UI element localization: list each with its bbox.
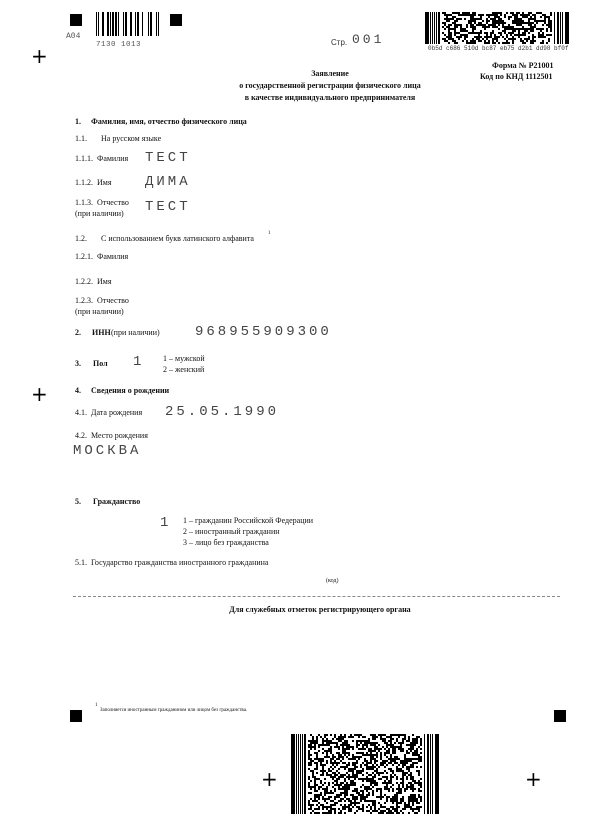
registration-cross-icon: + (31, 382, 48, 406)
corner-marker-bottom-right (554, 710, 566, 722)
birth-date-value: 25.05.1990 (165, 404, 280, 420)
footnote-reference: 1 (268, 231, 271, 236)
service-heading: Для служебных отметок регистрирующего органа (229, 605, 411, 614)
page-label: Стр. (331, 38, 348, 47)
document-title: Заявление (311, 69, 349, 78)
latin-firstname-label: 1.2.2. Имя (75, 277, 112, 286)
form-code-prefix: A04 (66, 32, 81, 41)
citizenship-option-stateless: 3 – лицо без гражданства (183, 538, 269, 547)
foreign-country-label: 5.1. Государство гражданства иностранного гражданина (75, 558, 269, 567)
gender-value: 1 (133, 354, 145, 370)
inn-label: ИНН (92, 328, 111, 337)
corner-marker-bottom-left (70, 710, 82, 722)
birth-place-value: МОСКВА (73, 443, 142, 459)
gender-label: 3. Пол (75, 359, 108, 368)
patronymic-label: 1.1.3. Отчество (75, 198, 129, 207)
corner-marker-top-right (170, 14, 182, 26)
birth-place-label: 4.2. Место рождения (75, 431, 148, 440)
registration-cross-icon: + (525, 767, 542, 791)
patronymic-label-note: (при наличии) (75, 209, 124, 218)
section5-heading: 5. Гражданство (75, 497, 141, 506)
bottom-2d-barcode (291, 734, 439, 814)
firstname-label: 1.1.2. Имя (75, 178, 112, 187)
inn-label-note: (при наличии) (111, 328, 160, 337)
document-title-line3: в качестве индивидуального предпринимателя (244, 93, 416, 102)
latin-lastname-label: 1.2.1. Фамилия (75, 252, 129, 261)
section1-russian-subheading: 1.1. На русском языке (75, 134, 162, 143)
top-2d-barcode (425, 12, 569, 44)
section1-heading: 1. Фамилия, имя, отчество физического лица (75, 117, 247, 126)
latin-patronymic-label: 1.2.3. Отчество (75, 296, 129, 305)
citizenship-option-russian: 1 – гражданин Российской Федерации (183, 516, 314, 525)
country-code-caption: (код) (326, 578, 339, 584)
registration-cross-icon: + (261, 767, 278, 791)
corner-marker-top-left (70, 14, 82, 26)
inn-value: 968955909300 (195, 324, 332, 340)
lastname-value: ТЕСТ (145, 150, 191, 166)
birth-date-label: 4.1. Дата рождения (75, 408, 143, 417)
footnote-mark: 1 (95, 703, 98, 708)
document-title-line2: о государственной регистрации физического лица (239, 81, 421, 90)
registration-cross-icon: + (31, 44, 48, 68)
knd-code: Код по КНД 1112501 (480, 72, 553, 81)
barcode-hex-caption: 0b5d c686 510d bc87 eb75 d2b1 dd98 bf0f (428, 45, 569, 52)
lastname-label: 1.1.1. Фамилия (75, 154, 129, 163)
firstname-value: ДИМА (145, 174, 191, 190)
service-divider (73, 596, 560, 597)
page-number: 001 (352, 32, 385, 47)
section4-heading: 4. Сведения о рождении (75, 386, 170, 395)
section1-latin-subheading: 1.2. С использованием букв латинского алфавита (75, 234, 254, 243)
form-code-number: 7130 1013 (96, 41, 142, 49)
citizenship-value: 1 (160, 515, 172, 531)
gender-option-male: 1 – мужской (163, 354, 205, 363)
inn-number: 2. (75, 328, 81, 337)
gender-option-female: 2 – женский (163, 365, 205, 374)
citizenship-option-foreign: 2 – иностранный гражданин (183, 527, 280, 536)
patronymic-value: ТЕСТ (145, 199, 191, 215)
form-number: Форма № Р21001 (492, 61, 554, 70)
form-linear-barcode (94, 12, 162, 36)
footnote-text: Заполняется иностранным гражданином или лицом без гражданства. (100, 708, 248, 713)
latin-patronymic-label-note: (при наличии) (75, 307, 124, 316)
